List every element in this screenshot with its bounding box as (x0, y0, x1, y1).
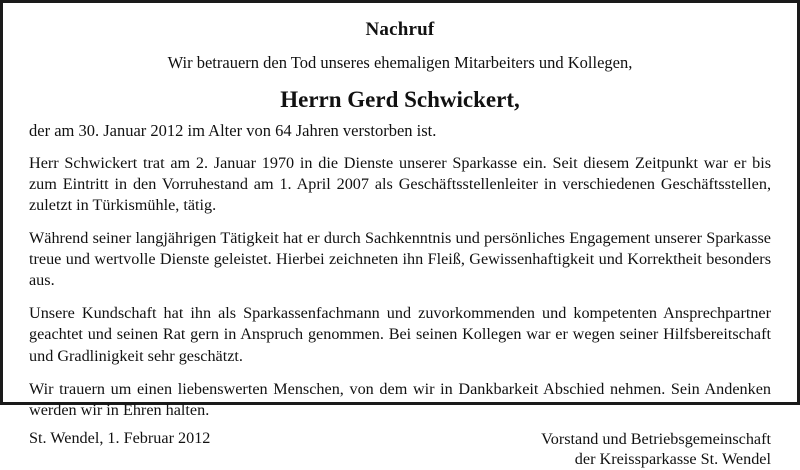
deceased-name: Herrn Gerd Schwickert, (280, 87, 520, 112)
notice-paragraph: Während seiner langjährigen Tätigkeit hat er durch Sachkenntnis und persönliches Engagement unserer Sparkasse treue und wertvolle Dienste geleistet. Hierbei zeichneten ihn Fleiß, Gewissenhaftigkeit und Korrektheit besonders aus. (29, 229, 771, 290)
notice-paragraph: Herr Schwickert trat am 2. Januar 1970 in die Dienste unserer Sparkasse ein. Seit diesem Zeitpunkt war er bis zum Eintritt in den Vorruhestand am 1. April 2007 als Geschäftsstellenleiter in verschiedenen Geschäftsstellen, zuletzt in Türkismühle, tätig. (29, 154, 771, 215)
notice-paragraph: Unsere Kundschaft hat ihn als Sparkassenfachmann und zuvorkommenden und kompetenten Ansprechpartner geachtet und seinen Rat gern in Anspruch genommen. Bei seinen Kollegen war er wegen seiner Hilfsbereitschaft und Gradlinigkeit sehr geschätzt. (29, 304, 771, 365)
notice-title: Nachruf (365, 19, 435, 40)
notice-footer (29, 421, 771, 470)
notice-paragraph: Wir trauern um einen liebenswerten Menschen, von dem wir in Dankbarkeit Abschied nehmen. Sein Andenken werden wir in Ehren halten. (29, 379, 771, 419)
signature-line-1: Vorstand und Betriebsgemeinschaft (541, 429, 771, 448)
signature-block (541, 429, 771, 470)
death-details: der am 30. Januar 2012 im Alter von 64 Jahren verstorben ist. (29, 121, 437, 140)
notice-intro: Wir betrauern den Tod unseres ehemaligen Mitarbeiters und Kollegen, (167, 53, 633, 72)
signature-line-2: der Kreissparkasse St. Wendel (574, 450, 771, 469)
place-and-date: St. Wendel, 1. Februar 2012 (29, 428, 211, 447)
